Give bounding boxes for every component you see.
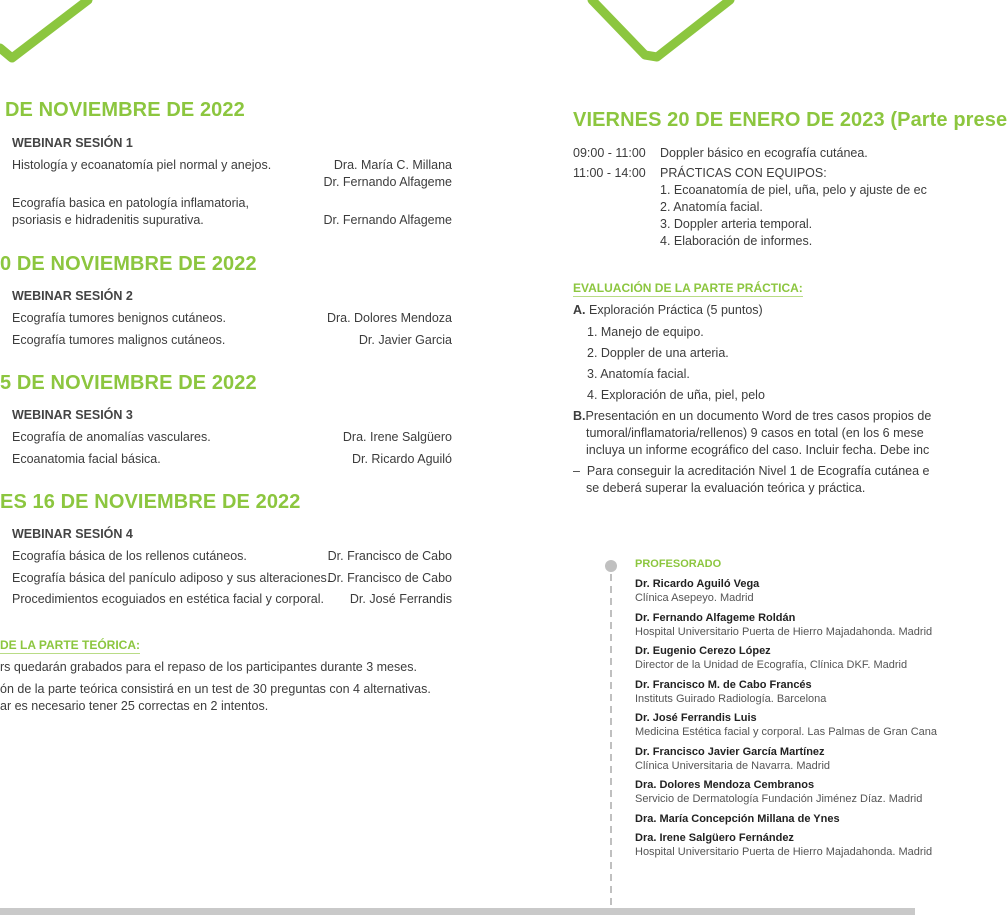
speaker: Dra. María C. Millana Dr. Fernando Alfageme <box>323 158 452 189</box>
program-row <box>12 157 452 191</box>
webinar-session-label: WEBINAR SESIÓN 3 <box>12 408 133 422</box>
teacher-affiliation: Clínica Asepeyo. Madrid <box>635 592 754 604</box>
program-row <box>12 548 452 565</box>
topic: Ecografía basica en patología inflamatoria, psoriasis e hidradenitis supurativa. <box>12 196 249 227</box>
speaker: Dra. Dolores Mendoza <box>326 311 452 325</box>
day-title: 5 DE NOVIEMBRE DE 2022 <box>0 372 257 394</box>
schedule-time: 09:00 - 11:00 <box>573 146 646 160</box>
program-row <box>12 332 452 349</box>
schedule-time: 11:00 - 14:00 <box>573 166 646 180</box>
teacher-entry <box>635 778 922 807</box>
practice-item: 3. Doppler arteria temporal. <box>660 217 813 231</box>
speaker: Dr. Ricardo Aguiló <box>351 452 452 466</box>
evaluation-theory-line: ón de la parte teórica consistirá en un test de 30 preguntas con 4 alternativas. <box>0 682 431 696</box>
teacher-affiliation: Servicio de Dermatología Fundación Jiménez Díaz. Madrid <box>635 793 923 805</box>
teacher-entry <box>635 577 759 606</box>
practice-item: 1. Ecoanatomía de piel, uña, pelo y ajuste de ec <box>660 183 927 197</box>
practice-item: 2. Anatomía facial. <box>660 200 763 214</box>
evaluation-subitem: 2. Doppler de una arteria. <box>587 346 729 360</box>
speaker: Dr. José Ferrandis <box>349 592 452 606</box>
teacher-name: Dr. José Ferrandis Luis <box>635 712 757 724</box>
speaker: Dr. Francisco de Cabo <box>327 549 452 563</box>
schedule-row <box>573 165 827 182</box>
program-row <box>12 195 452 229</box>
accreditation-note: – Para conseguir la acreditación Nivel 1 de Ecografía cutánea e <box>573 464 930 478</box>
evaluation-practice-heading: EVALUACIÓN DE LA PARTE PRÁCTICA: <box>573 281 803 295</box>
evaluation-item-a: A. Exploración Práctica (5 puntos) <box>573 303 763 317</box>
webinar-session-label: WEBINAR SESIÓN 2 <box>12 289 133 303</box>
evaluation-subitem: 4. Exploración de uña, piel, pelo <box>587 388 765 402</box>
evaluation-theory-heading: DE LA PARTE TEÓRICA: <box>0 638 140 652</box>
teacher-entry <box>635 678 826 707</box>
program-row <box>12 591 452 608</box>
speaker: Dr. Fernando Alfageme <box>323 213 452 227</box>
evaluation-subitem: 1. Manejo de equipo. <box>587 325 704 339</box>
teacher-name: Dr. Ricardo Aguiló Vega <box>635 578 760 590</box>
evaluation-theory-line: ar es necesario tener 25 correctas en 2 intentos. <box>0 699 269 713</box>
program-row <box>12 429 452 446</box>
webinar-session-label: WEBINAR SESIÓN 1 <box>12 136 133 150</box>
teacher-entry <box>635 745 830 774</box>
teacher-entry <box>635 831 932 860</box>
speaker: Dr. Francisco de Cabo <box>327 571 452 585</box>
topic: Procedimientos ecoguiados en estética facial y corporal. <box>12 592 324 606</box>
teacher-name: Dra. Irene Salgüero Fernández <box>635 832 794 844</box>
footer-bar <box>0 908 915 915</box>
schedule-text: Doppler básico en ecografía cutánea. <box>660 146 868 160</box>
evaluation-item-b-line: tumoral/inflamatoria/rellenos) 9 casos en total (en los 6 mese <box>586 426 924 440</box>
teacher-name: Dr. Francisco Javier García Martínez <box>635 746 825 758</box>
topic: Histología y ecoanatomía piel normal y anejos. <box>12 158 272 172</box>
teacher-affiliation: Hospital Universitario Puerta de Hierro Majadahonda. Madrid <box>635 626 933 638</box>
day-title: VIERNES 20 DE ENERO DE 2023 (Parte prese <box>573 109 1007 131</box>
schedule-row <box>573 145 868 162</box>
evaluation-item-b-line: incluya un informe ecográfico del caso. Incluir fecha. Debe inc <box>586 443 930 457</box>
speaker: Dr. Javier Garcia <box>358 333 452 347</box>
teacher-name: Dra. Dolores Mendoza Cembranos <box>635 779 815 791</box>
teacher-name: Dra. María Concepción Millana de Ynes <box>635 813 840 825</box>
teacher-affiliation: Clínica Universitaria de Navarra. Madrid <box>635 760 831 772</box>
teacher-entry <box>635 812 840 826</box>
teacher-affiliation: Instituts Guirado Radiología. Barcelona <box>635 693 827 705</box>
teacher-name: Dr. Fernando Alfageme Roldán <box>635 612 796 624</box>
evaluation-theory-line: rs quedarán grabados para el repaso de los participantes durante 3 meses. <box>0 660 417 674</box>
practice-item: 4. Elaboración de informes. <box>660 234 813 248</box>
webinar-session-label: WEBINAR SESIÓN 4 <box>12 527 133 541</box>
day-title: ES 16 DE NOVIEMBRE DE 2022 <box>0 491 301 513</box>
left-column <box>0 0 460 915</box>
right-column <box>573 0 1007 915</box>
teacher-affiliation: Director de la Unidad de Ecografía, Clínica DKF. Madrid <box>635 659 908 671</box>
program-row <box>12 570 452 587</box>
program-row <box>12 310 452 327</box>
day-title: 0 DE NOVIEMBRE DE 2022 <box>0 253 257 275</box>
topic: Ecografía de anomalías vasculares. <box>12 430 211 444</box>
teacher-affiliation: Hospital Universitario Puerta de Hierro Majadahonda. Madrid <box>635 846 933 858</box>
profesorado-heading: PROFESORADO <box>635 558 722 570</box>
evaluation-item-b: B.Presentación en un documento Word de tres casos propios de <box>573 409 932 423</box>
timeline-line <box>603 560 623 915</box>
schedule-text: PRÁCTICAS CON EQUIPOS: <box>660 166 827 180</box>
teacher-entry <box>635 644 907 673</box>
speaker: Dra. Irene Salgüero <box>342 430 452 444</box>
teacher-entry <box>635 711 937 740</box>
accreditation-note-line: se deberá superar la evaluación teórica y práctica. <box>586 481 866 495</box>
evaluation-subitem: 3. Anatomía facial. <box>587 367 690 381</box>
topic: Ecografía tumores malignos cutáneos. <box>12 333 226 347</box>
teacher-name: Dr. Francisco M. de Cabo Francés <box>635 679 812 691</box>
teacher-name: Dr. Eugenio Cerezo López <box>635 645 771 657</box>
program-row <box>12 451 452 468</box>
topic: Ecoanatomia facial básica. <box>12 452 161 466</box>
topic: Ecografía básica de los rellenos cutáneos. <box>12 549 247 563</box>
day-title: DE NOVIEMBRE DE 2022 <box>5 99 245 121</box>
teacher-entry <box>635 611 932 640</box>
topic: Ecografía básica del panículo adiposo y sus alteraciones. <box>12 571 331 585</box>
topic: Ecografía tumores benignos cutáneos. <box>12 311 227 325</box>
teacher-affiliation: Medicina Estética facial y corporal. Las Palmas de Gran Cana <box>635 726 938 738</box>
